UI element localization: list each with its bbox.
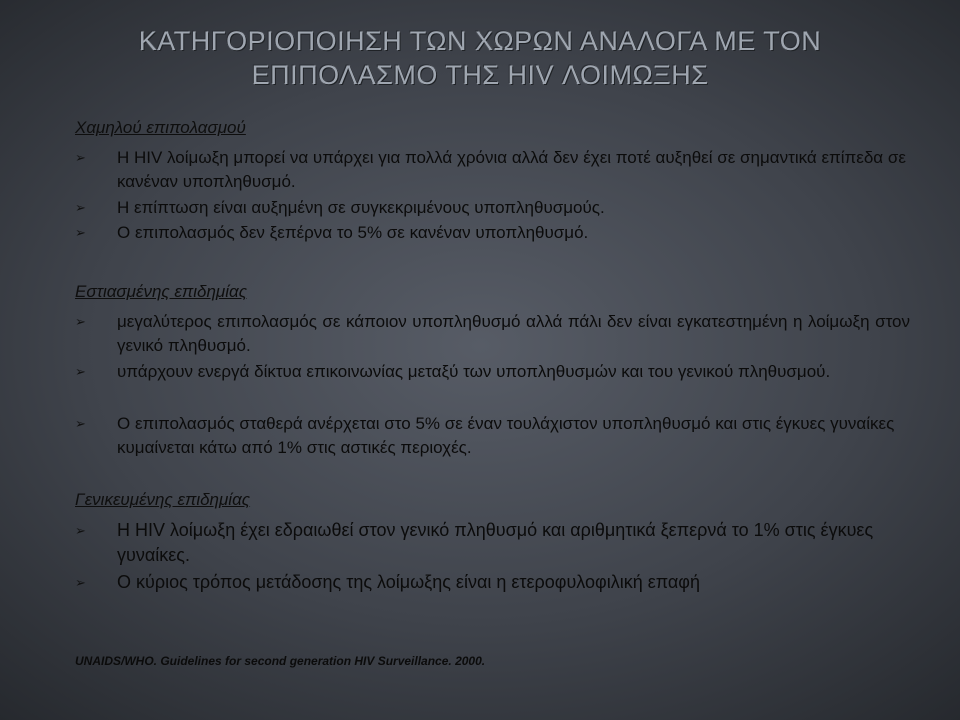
bullet-item	[75, 146, 910, 194]
arrowhead-bullet-icon: ➢	[75, 225, 86, 240]
arrowhead-bullet-icon: ➢	[75, 416, 86, 431]
arrowhead-bullet-icon: ➢	[75, 523, 86, 538]
bullet-text: Ο κύριος τρόπος μετάδοσης της λοίμωξης είναι η ετεροφυλοφιλική επαφή	[117, 572, 700, 592]
bullet-item	[75, 570, 910, 595]
slide-title	[0, 24, 960, 92]
bullet-item	[75, 310, 910, 358]
bullet-item	[75, 412, 910, 460]
slide-title-line-1: ΚΑΤΗΓΟΡΙΟΠΟΙΗΣΗ ΤΩΝ ΧΩΡΩΝ ΑΝΑΛΟΓΑ ΜΕ ΤΟΝ	[138, 26, 822, 56]
section-heading-low-prevalence: Χαμηλού επιπολασμού	[75, 118, 246, 137]
bullet-text: Η HIV λοίμωξη μπορεί να υπάρχει για πολλά χρόνια αλλά δεν έχει ποτέ αυξηθεί σε σημαντικά επίπεδα σε κανέναν υποπληθυσμό.	[117, 148, 906, 191]
bullet-item	[75, 518, 910, 568]
bullet-text: μεγαλύτερος επιπολασμός σε κάποιον υποπληθυσμό αλλά πάλι δεν είναι εγκατεστημένη η λοίμωξη στον γενικό πληθυσμό.	[117, 312, 910, 355]
slide-title-line-2: ΕΠΙΠΟΛΑΣΜΟ ΤΗΣ HIV ΛΟΙΜΩΞΗΣ	[251, 60, 709, 90]
bullet-item	[75, 196, 910, 220]
bullet-text: Η HIV λοίμωξη έχει εδραιωθεί στον γενικό πληθυσμό και αριθμητικά ξεπερνά το 1% στις έγκυες γυναίκες.	[117, 520, 874, 565]
bullet-item	[75, 221, 910, 245]
bullet-text: Ο επιπολασμός σταθερά ανέρχεται στο 5% σε έναν τουλάχιστον υποπληθυσμό και στις έγκυες γυναίκες κυμαίνεται κάτω από 1% στις αστικές περιοχές.	[117, 414, 895, 457]
reference-citation: UNAIDS/WHO. Guidelines for second generation HIV Surveillance. 2000.	[75, 654, 486, 668]
bullet-text: Η επίπτωση είναι αυξημένη σε συγκεκριμένους υποπληθυσμούς.	[117, 198, 605, 217]
arrowhead-bullet-icon: ➢	[75, 314, 86, 329]
arrowhead-bullet-icon: ➢	[75, 364, 86, 379]
bullet-text: υπάρχουν ενεργά δίκτυα επικοινωνίας μεταξύ των υποπληθυσμών και του γενικού πληθυσμού.	[117, 362, 831, 381]
arrowhead-bullet-icon: ➢	[75, 575, 86, 590]
bullet-item	[75, 360, 910, 384]
arrowhead-bullet-icon: ➢	[75, 150, 86, 165]
bullet-text: Ο επιπολασμός δεν ξεπέρνα το 5% σε κανέναν υποπληθυσμό.	[117, 223, 589, 242]
arrowhead-bullet-icon: ➢	[75, 200, 86, 215]
section-heading-concentrated-epidemic: Εστιασμένης επιδημίας	[75, 282, 247, 301]
section-heading-generalized-epidemic: Γενικευμένης επιδημίας	[75, 490, 251, 509]
